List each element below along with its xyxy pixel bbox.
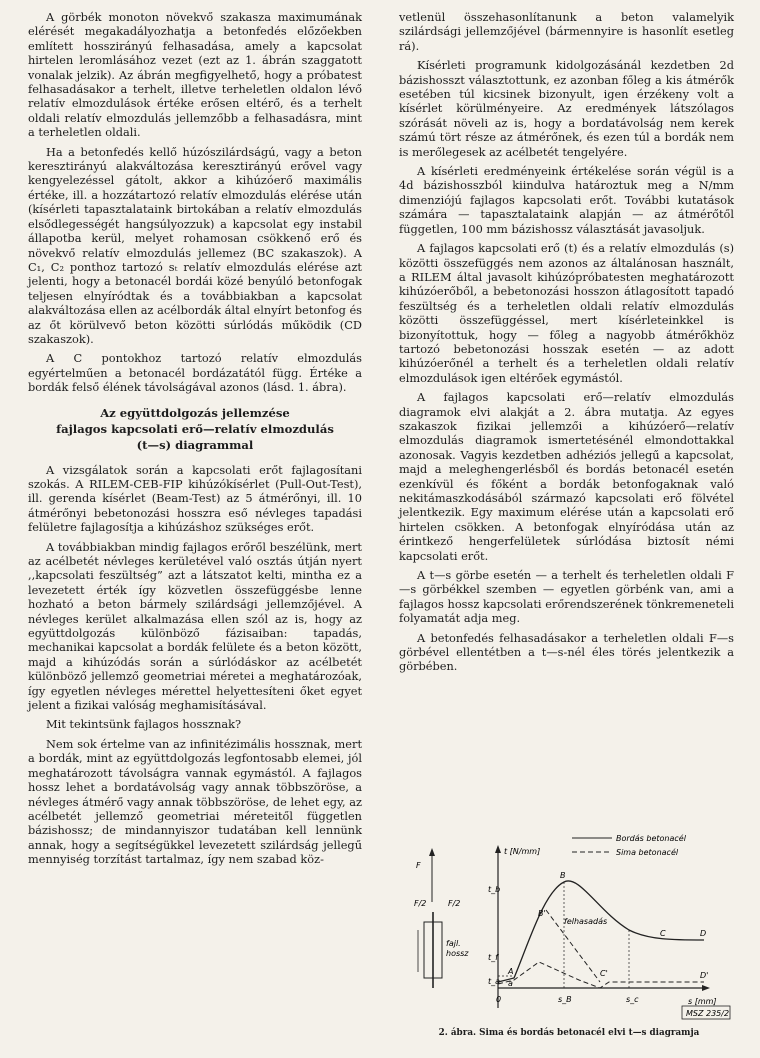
point-A: A <box>508 967 514 976</box>
specimen-label-2: hossz <box>446 949 469 958</box>
figure-code: MSZ 235/2 <box>686 1009 730 1018</box>
paragraph: A betonfedés felhasadásakor a terheletlen oldali F—s görbével ellentétben a t—s-nél éles törés jelentkezik a görbében. <box>399 630 734 674</box>
force-label: F <box>416 861 421 870</box>
paragraph: A továbbiakban mindig fajlagos erőről beszélünk, mert az acélbetét névleges kerületével való osztás útján nyert ,,kapcsolati feszültség” azt a látszatot kelti, mintha ez a levezetett érték így közvetlen összefüggésbe lenne hozható a beton bármely szilárdsági jellemzőjével. A névleges kerület alkalmazása ellen szól az is, hogy az együttdolgozás különböző fázisaiban: tapadás, mechanikai kapcsolat a bordák felülete és a beton között, majd a kihúzódás során a súrlódáskor az acélbetét különböző jellemző geometriai méretei a meghatározóak, így egyetlen névleges mérettel helyettesíteni őket egyet jelent a fizikai valóság meghamisításával. <box>28 539 362 713</box>
specimen-label-1: fajl. <box>446 939 461 948</box>
paragraph: A vizsgálatok során a kapcsolati erőt fajlagosítani szokás. A RILEM-CEB-FIP kihúzókísérlet (Pull-Out-Test), ill. gerenda kísérlet (Beam-Test) az 5 átmérőnyi, ill. 10 átmérőnyi bebetonozási hosszra eső névleges tapadási felületre fajlagosítja a kihúzáshoz szükséges erőt. <box>28 462 362 535</box>
ta-label: t_a <box>488 977 501 986</box>
sB-label: s_B <box>558 995 572 1004</box>
section-heading <box>28 405 362 453</box>
origin-label: 0 <box>496 995 502 1004</box>
left-column <box>28 10 362 872</box>
legend-plain-label: Sima betonacél <box>616 848 679 857</box>
x-axis-label: s [mm] <box>688 997 717 1006</box>
diagram-svg <box>404 812 734 1026</box>
point-D: D <box>700 929 707 938</box>
paragraph: A görbék monoton növekvő szakasza maximumának elérését megakadályozhatja a betonfedés előzőekben említett hosszirányú felhasadása, amely a kapcsolat hirtelen leromlásához vezet (ezt az 1. ábrán szaggatott vonalak jelzik). Az ábrán megfigyelhető, hogy a próbatest felhasadásakor a terhelt, illetve terheletlen oldalon lévő relatív elmozdulások értéke erősen eltérő, és a terhelt oldali relatív elmozdulás jellemzőbb a felhasadásra, mint a terheletlen oldali. <box>28 10 362 140</box>
right-column <box>399 10 734 679</box>
y-axis-arrow-icon <box>495 845 501 853</box>
ribbed-curve <box>498 881 707 982</box>
heading-line: fajlagos kapcsolati erő—relatív elmozdulás <box>56 421 334 436</box>
heading-line: Az együttdolgozás jellemzése <box>100 405 290 420</box>
paragraph: vetlenül összehasonlítanunk a beton valamelyik szilárdsági jellemzőjével (bármennyire is hasonlít esetleg rá). <box>399 10 734 53</box>
paragraph: Nem sok értelme van az infinitézimális hossznak, mert a bordák, mint az együttdolgozás legfontosabb elemei, jól meghatározott távolságra vannak egymástól. A fajlagos hossz lehet a bordatávolság vagy annak többszöröse, a névleges átmérő vagy annak többszöröse, de lehet egy, az acélbetét jellemző geometriai méreteitől független bázishossz; de mindannyiszor tudatában kell lennünk annak, hogy a segítségükkel levezetett szilárdság jellegű mennyiség torzítást tartalmaz, így nem szabad köz- <box>28 736 362 867</box>
half-force-right: F/2 <box>448 899 461 908</box>
point-C: C <box>660 929 666 938</box>
half-force-left: F/2 <box>414 899 427 908</box>
split-label: felhasadás <box>564 917 608 926</box>
point-D1: D' <box>700 971 709 980</box>
figure-t-s-diagram <box>404 812 734 1052</box>
paragraph: A fajlagos kapcsolati erő (t) és a relatív elmozdulás (s) közötti összefüggés nem azonos az általánosan használt, a RILEM által javasolt kihúzópróbatesten meghatározott kihúzóerőből, a bebetonozási hosszon átlagosított tapadó feszültség és a terheletlen oldali relatív elmozdulás közötti összefüggéssel, mert kísérleteinkkel is bizonyítottuk, hogy — főleg a nagyobb átmérőkhöz tartozó bebetonozási hosszak esetén — az adott kihúzóerőnél a terhelt és a terheletlen oldali relatív elmozdulások igen eltérőek egymástól. <box>399 241 734 385</box>
paragraph: Mit tekintsünk fajlagos hossznak? <box>46 717 242 732</box>
legend-ribbed-label: Bordás betonacél <box>616 834 686 843</box>
point-C1: C' <box>600 969 608 978</box>
force-arrow-icon <box>429 848 435 856</box>
point-B1: B' <box>538 909 546 918</box>
paragraph: Kísérleti programunk kidolgozásánál kezdetben 2d bázishosszt választottunk, ez azonban főleg a kis átmérők esetében túl kicsinek bizonyult, igen érzékeny volt a kísérlet körülményeire. Az eredmények látszólagos szórását növeli az is, hogy a bordatávolság nem kerek számú tört része az átmérőnek, és ezen túl a bordák nem is merőlegesek az acélbetét tengelyére. <box>399 58 734 159</box>
paragraph: A kísérleti eredményeink értékelése során végül is a 4d bázishosszból kiindulva határoztuk meg a N/mm dimenziójú fajlagos kapcsolati erőt. További kutatások számára — tapasztalataink alapján — az átmérőtől független, 100 mm bázishossz választását javasoljuk. <box>399 164 734 236</box>
tf-label: t_f <box>488 953 498 962</box>
tb-label: t_b <box>488 885 501 894</box>
paragraph: A C pontokhoz tartozó relatív elmozdulás egyértelműen a betonacél bordázatától függ. Értéke a bordák felső élének távolságával azonos (lásd. 1. ábra). <box>28 351 362 395</box>
paragraph: Ha a betonfedés kellő húzószilárdságú, vagy a beton keresztirányú alakváltozása keresztirányú erővel vagy kengyelezéssel gátolt, akkor a kihúzóerő maximális értéke, ill. a hozzátartozó relatív elmozdulás elérése után (kísérleti tapasztalataink birtokában a relatív elmozdulás elsődlegességét hangsúlyozzuk) a kapcsolat egy instabil állapotba kerül, melyet rohamosan csökkenő erő és növekvő relatív elmozdulás jellemez (BC szakaszok). A C₁, C₂ ponthoz tartozó sₜ relatív elmozdulás elérése azt jelenti, hogy a betonacél bordái közé benyúló betonfogak teljesen elnyíródtak és a továbbiakban a kapcsolat alakváltozása ellen az acélbordák által elnyírt betonfog és az őt körülvevő beton közötti súrlódás működik (CD szakaszok). <box>28 144 362 346</box>
point-B: B <box>560 871 566 880</box>
paragraph: A t—s görbe esetén — a terhelt és terheletlen oldali F—s görbékkel szemben — egyetlen görbénk van, ami a fajlagos hossz kapcsolati erőrendszerének tönkremeneteli folyamatát adja meg. <box>399 568 734 626</box>
point-a: a <box>508 979 513 988</box>
heading-line: (t—s) diagrammal <box>136 437 254 452</box>
x-axis-arrow-icon <box>702 985 710 991</box>
figure-caption: 2. ábra. Sima és bordás betonacél elvi t—s diagramja <box>438 1028 700 1038</box>
paragraph: A fajlagos kapcsolati erő—relatív elmozdulás diagramok elvi alakját a 2. ábra mutatja. Az egyes szakaszok fizikai jellemzői a kihúzóerő—relatív elmozdulás diagramok ismertetésénél elmondottakkal azonosak. Vagyis kezdetben adhéziós jellegű a kapcsolat, majd a meleghengerlésből és bordás betonacél esetén ezenkívül és főként a bordák betonfogaknak való nekitámaszkodásából származó kapcsolati erő fölvétel jelentkezik. Egy maximum elérése után a kapcsolati erő hirtelen csökken. A betonfogak elnyíródása után az érintkező hengerfelületek súrlódása biztosít némi kapcsolati erőt. <box>399 390 734 563</box>
y-axis-label: t [N/mm] <box>504 847 541 856</box>
sC-label: s_c <box>626 995 639 1004</box>
